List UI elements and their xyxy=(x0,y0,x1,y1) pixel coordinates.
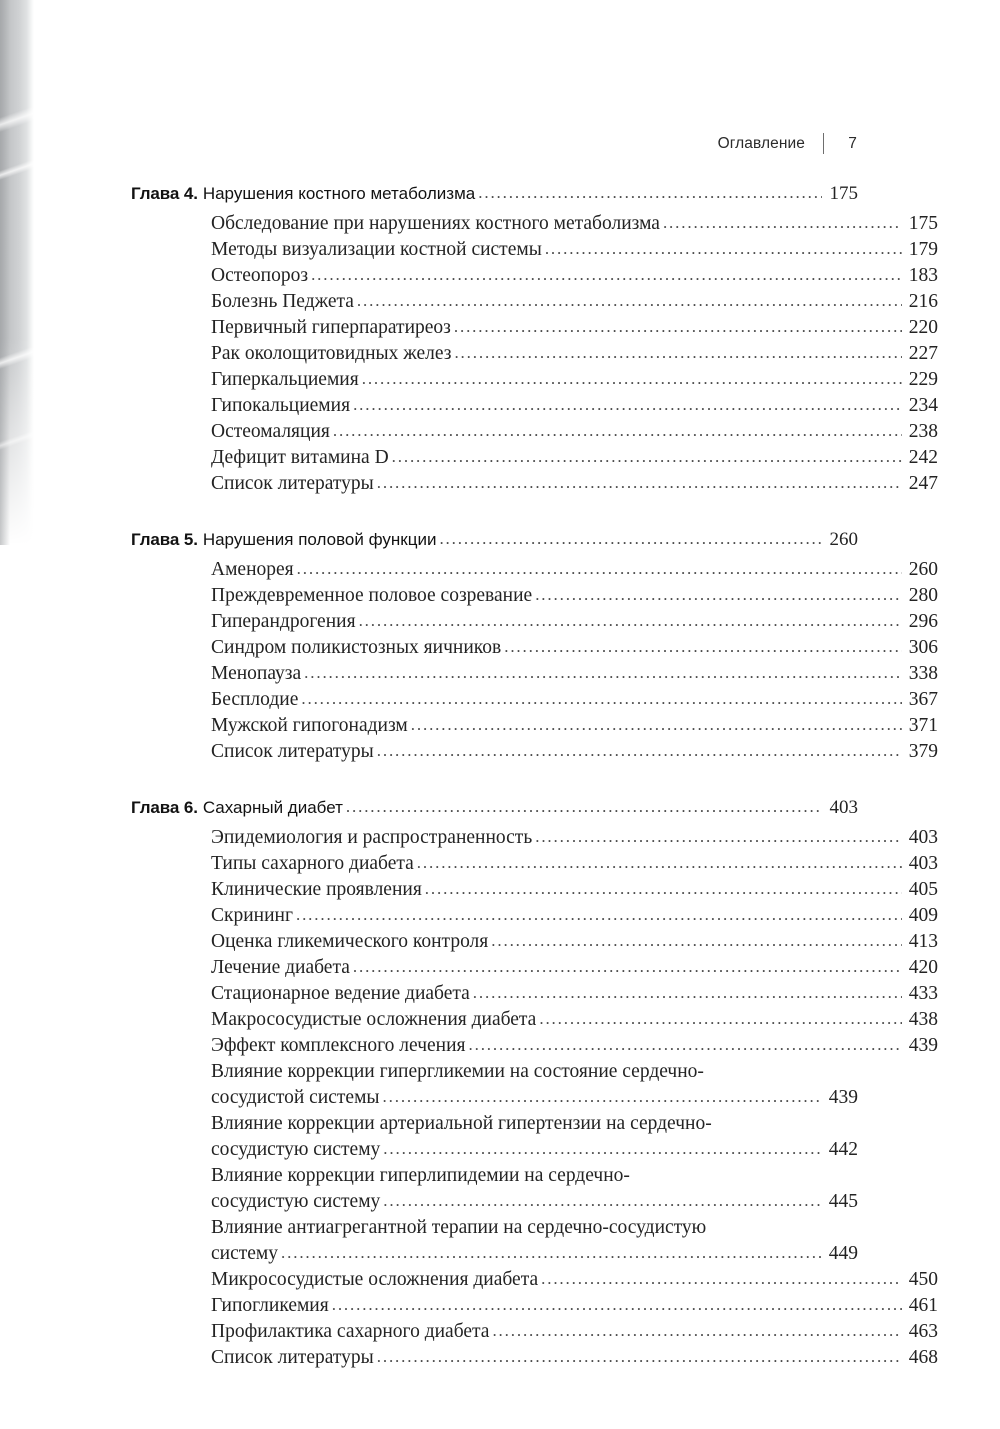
entry-page-number: 367 xyxy=(908,689,938,710)
leader-dots xyxy=(359,608,902,634)
leader-dots xyxy=(346,794,822,820)
entry-page-number: 409 xyxy=(908,905,938,926)
leader-dots xyxy=(333,418,902,444)
entry-page-number: 242 xyxy=(908,447,938,468)
toc-entry[interactable] xyxy=(131,315,938,341)
toc-entry-title: Список литературы xyxy=(211,473,374,494)
leader-dots xyxy=(353,954,902,980)
toc-chapter-heading[interactable] xyxy=(131,181,858,207)
leader-dots xyxy=(473,980,902,1006)
leader-dots xyxy=(383,1188,822,1214)
entry-page-number: 247 xyxy=(908,473,938,494)
scan-streak xyxy=(0,102,49,135)
toc-entry-title-line: Влияние коррекции гиперлипидемии на сердечно- xyxy=(211,1165,630,1186)
toc-entry[interactable] xyxy=(131,1319,938,1345)
chapter-title: Нарушения половой функции xyxy=(202,530,437,549)
entry-page-number: 403 xyxy=(908,827,938,848)
toc-entry-title-line: систему xyxy=(211,1243,279,1264)
entry-page-number: 463 xyxy=(908,1321,938,1342)
entry-page-number: 260 xyxy=(908,559,938,580)
toc-chapter-heading[interactable] xyxy=(131,527,858,553)
scanned-page-edge-artifact xyxy=(0,0,34,545)
entry-page-number: 405 xyxy=(908,879,938,900)
leader-dots xyxy=(541,1266,902,1292)
toc-entry[interactable] xyxy=(131,237,938,263)
toc-entry-title-line: сосудистой системы xyxy=(211,1087,380,1108)
toc-entry-title: Скрининг xyxy=(211,905,293,926)
scan-streak xyxy=(0,426,48,454)
toc-entry-continuation-line xyxy=(211,1189,858,1215)
leader-dots xyxy=(545,236,902,262)
leader-dots xyxy=(362,366,902,392)
toc-entry-title: Методы визуализации костной системы xyxy=(211,239,542,260)
edge-shadow xyxy=(0,0,10,545)
toc-entry[interactable] xyxy=(131,635,938,661)
leader-dots xyxy=(377,470,902,496)
toc-entry[interactable] xyxy=(131,981,938,1007)
toc-entry-title-line: сосудистую систему xyxy=(211,1139,381,1160)
toc-entry[interactable] xyxy=(131,263,938,289)
toc-entry[interactable] xyxy=(131,289,938,315)
toc-entry-title: Рак околощитовидных желез xyxy=(211,343,452,364)
toc-entry[interactable] xyxy=(131,929,938,955)
toc-entry[interactable] xyxy=(131,739,938,765)
toc-entry-title: Типы сахарного диабета xyxy=(211,853,414,874)
leader-dots xyxy=(454,340,902,366)
entry-page-number: 438 xyxy=(908,1009,938,1030)
entry-page-number: 234 xyxy=(908,395,938,416)
leader-dots xyxy=(478,180,822,206)
toc-entry-title: Бесплодие xyxy=(211,689,299,710)
leader-dots xyxy=(454,314,902,340)
entry-page-number: 371 xyxy=(908,715,938,736)
entry-page-number: 338 xyxy=(908,663,938,684)
entry-page-number: 229 xyxy=(908,369,938,390)
leader-dots xyxy=(332,1292,902,1318)
toc-entry-title: Синдром поликистозных яичников xyxy=(211,637,502,658)
toc-entry-title: Аменорея xyxy=(211,559,294,580)
leader-dots xyxy=(417,850,902,876)
toc-entry-title: Лечение диабета xyxy=(211,957,350,978)
toc-entry[interactable] xyxy=(131,583,938,609)
leader-dots xyxy=(281,1240,822,1266)
toc-entry[interactable] xyxy=(131,1059,858,1111)
leader-dots xyxy=(425,876,902,902)
toc-entry-title: Мужской гипогонадизм xyxy=(211,715,408,736)
toc-chapter-section xyxy=(131,795,938,1371)
chapter-title: Нарушения костного метаболизма xyxy=(202,184,476,203)
toc-chapter-heading[interactable] xyxy=(131,795,858,821)
toc-entry[interactable] xyxy=(131,367,938,393)
toc-entry-title: Стационарное ведение диабета xyxy=(211,983,470,1004)
toc-entry-title: Гиперкальциемия xyxy=(211,369,359,390)
toc-entry[interactable] xyxy=(131,1345,938,1371)
toc-entry-title-line: сосудистую систему xyxy=(211,1191,381,1212)
entry-page-number: 220 xyxy=(908,317,938,338)
entry-page-number: 260 xyxy=(829,529,858,550)
table-of-contents xyxy=(131,181,938,1371)
entry-page-number: 403 xyxy=(908,853,938,874)
entry-page-number: 433 xyxy=(908,983,938,1004)
toc-entry-title: Менопауза xyxy=(211,663,302,684)
leader-dots xyxy=(311,262,902,288)
leader-dots xyxy=(539,1006,902,1032)
entry-page-number: 306 xyxy=(908,637,938,658)
toc-entry-title: Оценка гликемического контроля xyxy=(211,931,489,952)
leader-dots xyxy=(535,824,902,850)
leader-dots xyxy=(353,392,902,418)
entry-page-number: 296 xyxy=(908,611,938,632)
toc-entry-continuation-line xyxy=(211,1085,858,1111)
toc-entry-title: Профилактика сахарного диабета xyxy=(211,1321,490,1342)
toc-entry[interactable] xyxy=(131,211,938,237)
entry-page-number: 445 xyxy=(828,1191,858,1212)
toc-entry-title: Болезнь Педжета xyxy=(211,291,354,312)
toc-entry[interactable] xyxy=(131,1007,938,1033)
toc-entry-continuation-line xyxy=(211,1241,858,1267)
scan-streak xyxy=(0,342,48,373)
entry-page-number: 179 xyxy=(908,239,938,260)
toc-entry[interactable] xyxy=(131,825,938,851)
toc-entry-continuation-line xyxy=(211,1137,858,1163)
toc-entry-title: Макрососудистые осложнения диабета xyxy=(211,1009,537,1030)
toc-entry[interactable] xyxy=(131,393,938,419)
leader-dots xyxy=(296,902,902,928)
toc-entry[interactable] xyxy=(131,557,938,583)
entry-page-number: 238 xyxy=(908,421,938,442)
running-head xyxy=(718,133,857,154)
entry-page-number: 175 xyxy=(829,183,858,204)
leader-dots xyxy=(504,634,902,660)
toc-entry-title: Первичный гиперпаратиреоз xyxy=(211,317,451,338)
scan-streak xyxy=(0,155,48,184)
leader-dots xyxy=(392,444,902,470)
toc-entry[interactable] xyxy=(131,955,938,981)
leader-dots xyxy=(383,1084,822,1110)
entry-page-number: 227 xyxy=(908,343,938,364)
entry-page-number: 413 xyxy=(908,931,938,952)
entry-page-number: 403 xyxy=(829,797,858,818)
folio-page-number: 7 xyxy=(848,134,857,152)
toc-entry[interactable] xyxy=(131,1267,938,1293)
toc-entry-title: Эпидемиология и распространенность xyxy=(211,827,533,848)
toc-entry-title: Остеомаляция xyxy=(211,421,330,442)
entry-page-number: 280 xyxy=(908,585,938,606)
leader-dots xyxy=(491,928,902,954)
entry-page-number: 449 xyxy=(828,1243,858,1264)
toc-entry-title: Гипогликемия xyxy=(211,1295,329,1316)
toc-entry[interactable] xyxy=(131,471,938,497)
toc-entry[interactable] xyxy=(131,661,938,687)
toc-entry-title: Гипокальциемия xyxy=(211,395,351,416)
toc-entry-title: Эффект комплексного лечения xyxy=(211,1035,466,1056)
leader-dots xyxy=(304,660,902,686)
leader-dots xyxy=(377,738,902,764)
leader-dots xyxy=(297,556,902,582)
leader-dots xyxy=(357,288,902,314)
toc-entry[interactable] xyxy=(131,713,938,739)
toc-entry[interactable] xyxy=(131,419,938,445)
toc-entry-title: Список литературы xyxy=(211,741,374,762)
entry-page-number: 175 xyxy=(908,213,938,234)
leader-dots xyxy=(439,526,822,552)
toc-entry-title: Клинические проявления xyxy=(211,879,422,900)
toc-entry-title-line: Влияние коррекции артериальной гипертензии на сердечно- xyxy=(211,1113,712,1134)
entry-page-number: 442 xyxy=(828,1139,858,1160)
entry-page-number: 183 xyxy=(908,265,938,286)
toc-entry[interactable] xyxy=(131,687,938,713)
leader-dots xyxy=(535,582,902,608)
running-head-divider xyxy=(823,133,824,154)
toc-entry-title: Остеопороз xyxy=(211,265,309,286)
chapter-number-label: Глава 5. xyxy=(131,530,198,549)
toc-entry-title: Преждевременное половое созревание xyxy=(211,585,533,606)
toc-entry-title: Дефицит витамина D xyxy=(211,447,389,468)
running-head-title: Оглавление xyxy=(717,134,805,152)
toc-entry-title-line: Влияние антиагрегантной терапии на сердечно-сосудистую xyxy=(211,1217,707,1238)
entry-page-number: 420 xyxy=(908,957,938,978)
toc-chapter-section xyxy=(131,181,938,497)
toc-entry-title: Гиперандрогения xyxy=(211,611,356,632)
leader-dots xyxy=(377,1344,902,1370)
entry-page-number: 450 xyxy=(908,1269,938,1290)
toc-entry[interactable] xyxy=(131,341,938,367)
chapter-number-label: Глава 6. xyxy=(131,798,198,817)
toc-chapter-section xyxy=(131,527,938,765)
leader-dots xyxy=(411,712,902,738)
toc-entry[interactable] xyxy=(131,877,938,903)
entry-page-number: 439 xyxy=(828,1087,858,1108)
toc-entry[interactable] xyxy=(131,1215,858,1267)
entry-page-number: 439 xyxy=(908,1035,938,1056)
chapter-number-label: Глава 4. xyxy=(131,184,198,203)
toc-entry[interactable] xyxy=(131,903,938,929)
toc-entry-title: Обследование при нарушениях костного метаболизма xyxy=(211,213,660,234)
toc-entry[interactable] xyxy=(131,1293,938,1319)
toc-entry[interactable] xyxy=(131,1163,858,1215)
toc-entry[interactable] xyxy=(131,851,938,877)
leader-dots xyxy=(469,1032,903,1058)
chapter-title: Сахарный диабет xyxy=(202,798,343,817)
toc-entry[interactable] xyxy=(131,1111,858,1163)
toc-entry[interactable] xyxy=(131,445,938,471)
entry-page-number: 379 xyxy=(908,741,938,762)
toc-entry-title-line: Влияние коррекции гипергликемии на состояние сердечно- xyxy=(211,1061,704,1082)
entry-page-number: 468 xyxy=(908,1347,938,1368)
toc-entry-title: Микрососудистые осложнения диабета xyxy=(211,1269,539,1290)
leader-dots xyxy=(301,686,902,712)
leader-dots xyxy=(663,210,902,236)
toc-entry[interactable] xyxy=(131,1033,938,1059)
leader-dots xyxy=(383,1136,822,1162)
toc-entry[interactable] xyxy=(131,609,938,635)
leader-dots xyxy=(492,1318,902,1344)
entry-page-number: 461 xyxy=(908,1295,938,1316)
entry-page-number: 216 xyxy=(908,291,938,312)
toc-entry-title: Список литературы xyxy=(211,1347,374,1368)
